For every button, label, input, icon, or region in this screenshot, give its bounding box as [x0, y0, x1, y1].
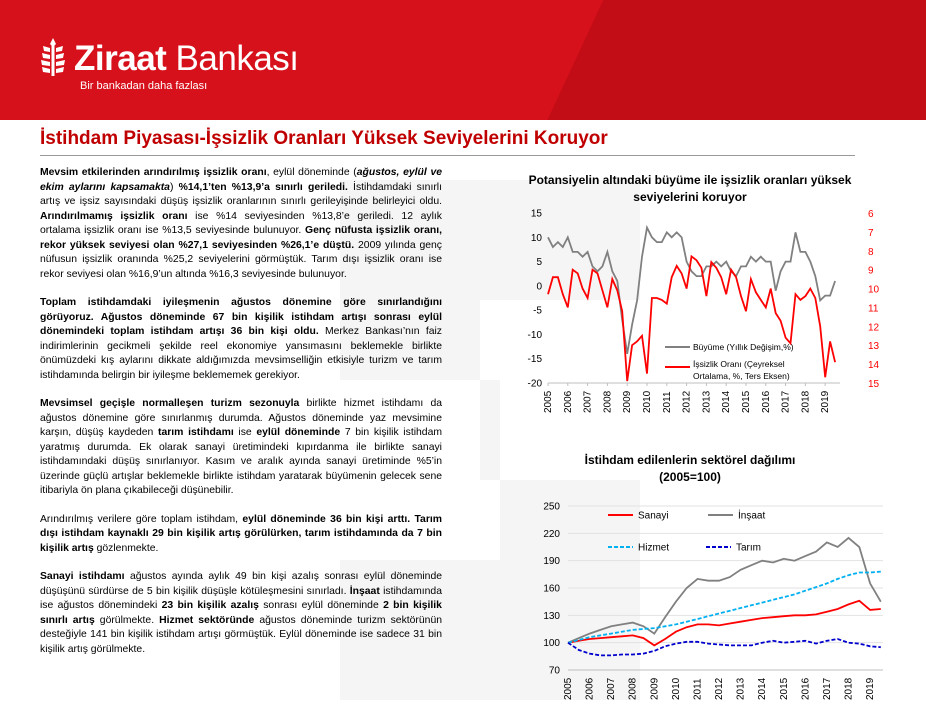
left-tick-label: -5 — [533, 305, 542, 317]
right-tick-label: 6 — [868, 209, 874, 220]
series-line-0 — [568, 601, 881, 646]
x-tick-label: 2015 — [740, 390, 752, 413]
paragraph-run: Mevsimsel geçişle normalleşen turizm sezonuyla — [40, 398, 300, 409]
x-tick-label: 2015 — [778, 677, 790, 700]
x-tick-label: 2006 — [584, 677, 596, 700]
paragraph-run: Toplam istihdamdaki iyileşmenin ağustos dönemine göre sınırlandığını görüyoruz. Ağustos döneminde 67 bin kişilik istihdam artışı sonrası eylül dönemindeki toplam istihdam artışı 36 bin kişi oldu. — [40, 297, 442, 337]
x-tick-label: 2007 — [606, 677, 618, 700]
x-tick-label: 2018 — [843, 677, 855, 700]
header-decoration — [519, 0, 926, 120]
series-line-2 — [568, 572, 881, 643]
y-tick-label: 190 — [543, 556, 560, 568]
y-tick-label: 130 — [543, 610, 560, 622]
x-tick-label: 2013 — [735, 677, 747, 700]
paragraph-run: tarım istihdamı — [158, 427, 234, 438]
x-tick-label: 2005 — [563, 677, 574, 700]
paragraph-run: , eylül döneminde ( — [266, 167, 357, 178]
paragraph-run: Arındırılmış verilere göre toplam istihdam, — [40, 513, 243, 525]
paragraph-run: gözlenmekte. — [93, 542, 159, 554]
paragraph-run: İstihdamdaki sınırlı artış ve işsiz sayısındaki düşüş işsizlik oranlarının sınırlı gerileyişinde belirleyici oldu. — [40, 181, 442, 207]
left-tick-label: 15 — [530, 208, 542, 220]
x-tick-label: 2014 — [721, 390, 733, 413]
paragraph-run: 2 bin kişilik sınırlı artış — [40, 600, 442, 626]
paragraph-run: ağustos ayında aylık 49 bin kişi azalış sonrası eylül döneminde düşüşünü sürdürse de 5 bin kişilik düşüşle kötüleşmesini sınırladı. — [40, 571, 443, 597]
paragraph-run: 7 bin kişilik istihdam yaratmış durumda. Ek olarak sanayi üretimindeki kıpırdanma ile birlikte sanayi istihdamındaki düşüş sınırlanıyor. Kasım ve aralık ayında sanayi üretiminde %5’in üzerinde güçlü artışlar beklemekle birlikte istihdam yaratarak büyümenin gelecek sene itibariyla ön plana çıkabileceği düşünebilir. — [40, 427, 443, 496]
x-tick-label: 2008 — [627, 677, 639, 700]
paragraph — [40, 570, 442, 657]
growth-unemployment-chart — [510, 205, 890, 420]
chart2-title-main: İstihdam edilenlerin sektörel dağılımı — [584, 453, 796, 467]
paragraph-run: ağustos, eylül ve ekim aylarını kapsamakta — [40, 167, 443, 193]
chart1-title: Potansiyelin altındaki büyüme ile işsizlik oranları yüksek seviyelerini koruyor — [528, 173, 852, 204]
left-tick-label: 0 — [536, 281, 542, 293]
header-banner — [0, 0, 926, 120]
title-divider — [40, 155, 855, 156]
paragraph-run: ise — [233, 427, 257, 438]
y-tick-label: 70 — [548, 665, 560, 677]
right-tick-label: 8 — [868, 246, 874, 258]
right-tick-label: 11 — [868, 303, 879, 315]
right-tick-label: 15 — [868, 379, 880, 390]
paragraph-run: ) — [169, 181, 179, 193]
legend-label-2: Hizmet — [638, 542, 670, 554]
unemployment-series-line — [548, 256, 835, 381]
paragraph-run: İnşaat — [349, 585, 380, 597]
article-body — [40, 166, 442, 671]
left-tick-label: 10 — [530, 232, 542, 244]
chart2-subtitle: (2005=100) — [659, 470, 721, 484]
wheat-icon — [40, 38, 66, 78]
paragraph-run: sonrası eylül döneminde — [258, 600, 384, 611]
page-title: İstihdam Piyasası-İşsizlik Oranları Yüksek Seviyelerini Koruyor — [40, 128, 608, 149]
left-tick-label: -15 — [527, 354, 542, 366]
legend-label-1: İnşaat — [738, 510, 766, 522]
x-tick-label: 2010 — [670, 677, 682, 700]
x-tick-label: 2007 — [582, 390, 594, 413]
x-tick-label: 2008 — [602, 390, 614, 413]
paragraph-run: istihdamında ise ağustos dönemindeki — [40, 585, 442, 611]
y-tick-label: 220 — [543, 528, 560, 540]
legend-unemployment-label-line: İşsizlik Oranı (Çeyreksel — [693, 359, 785, 369]
brand-name — [74, 38, 299, 78]
x-tick-label: 2010 — [641, 390, 653, 413]
x-tick-label: 2017 — [780, 390, 792, 413]
paragraph — [40, 397, 442, 499]
x-tick-label: 2012 — [714, 677, 726, 700]
series-line-3 — [568, 639, 881, 655]
x-tick-label: 2019 — [820, 390, 832, 413]
paragraph-run: Arındırılmamış işsizlik oranı — [40, 210, 188, 222]
x-tick-label: 2013 — [701, 390, 713, 413]
paragraph-run: görülmekte. — [94, 614, 160, 626]
paragraph-run: 23 bin kişilik azalış — [161, 600, 259, 611]
x-tick-label: 2018 — [800, 390, 812, 413]
paragraph-run: eylül döneminde 36 bin kişi arttı. Tarım dışı istihdam kaynaklı 29 bin kişilik artış görülürken, tarım istihdamında da 7 bin kişilik artış — [40, 513, 442, 554]
sector-employment-chart — [528, 498, 898, 710]
y-tick-label: 100 — [543, 638, 560, 650]
brand-name-bold: Ziraat — [74, 38, 167, 78]
brand-tagline: Bir bankadan daha fazlası — [80, 80, 208, 92]
series-line-1 — [568, 538, 881, 643]
legend-label-3: Tarım — [736, 542, 761, 554]
right-tick-label: 12 — [868, 322, 880, 334]
paragraph — [40, 296, 442, 383]
x-tick-label: 2009 — [622, 390, 634, 413]
paragraph-run: Genç nüfusta işsizlik oranı, rekor yüksek seviyesi olan %27,1 seviyesinden %26,1’e düştü. — [40, 225, 442, 251]
right-tick-label: 13 — [868, 341, 880, 353]
right-tick-label: 9 — [868, 265, 874, 277]
right-tick-label: 7 — [868, 227, 874, 239]
y-tick-label: 250 — [543, 501, 560, 513]
right-tick-label: 10 — [868, 284, 880, 296]
paragraph-run: Mevsim etkilerinden arındırılmış işsizlik oranı — [40, 167, 267, 178]
paragraph — [40, 166, 442, 282]
x-tick-label: 2014 — [757, 677, 769, 700]
legend-label-0: Sanayi — [638, 510, 669, 522]
right-tick-label: 14 — [868, 360, 880, 372]
left-tick-label: -20 — [527, 378, 542, 390]
x-tick-label: 2017 — [821, 677, 833, 700]
left-tick-label: 5 — [536, 257, 542, 269]
x-tick-label: 2011 — [661, 391, 673, 413]
paragraph-run: ise %14 seviyesinden %13,8’e geriledi. 12 aylık ortalama işsizlik oranı ise %13,5 seviyesinde bulunuyor. — [40, 210, 442, 236]
paragraph-run: %14,1’ten %13,9’a sınırlı geriledi. — [178, 181, 348, 193]
legend-unemployment-label-line: Ortalama, %, Ters Eksen) — [693, 371, 790, 381]
y-tick-label: 160 — [543, 583, 560, 595]
legend-unemployment-label — [693, 359, 790, 381]
legend-growth-label: Büyüme (Yıllık Değişim,%) — [693, 342, 794, 352]
x-tick-label: 2012 — [681, 390, 693, 413]
brand-name-light: Bankası — [175, 38, 299, 78]
x-tick-label: 2006 — [562, 390, 574, 413]
paragraph-run: eylül döneminde — [256, 427, 341, 438]
brand-logo[interactable] — [40, 38, 299, 78]
x-tick-label: 2011 — [692, 678, 704, 700]
paragraph-run: 2009 yılında genç nüfusun işsizlik oranında %25,2 seviyelerini görmüştük. Tarım dışı işsizlik oranı ise rekor seviyesi olan %16,9’un altında %16,3 seviyesinde bulunuyor. — [40, 239, 443, 280]
x-tick-label: 2005 — [543, 390, 554, 413]
paragraph-run: Merkez Bankası’nın faiz indirimlerinin gecikmeli şekilde reel ekonomiye yansımasını beklemekle birlikte önümüzdeki kış aylarını dikkate aldığımızda mevsimselliğin etkisiyle turizm ve tarım istihdamında belirgin bir iyileşme beklememek gerekiyor. — [40, 326, 442, 381]
paragraph-run: ağustos döneminde turizm sektörünün desteğiyle 141 bin kişilik istihdam artışı görmüştük. Eylül döneminde ise sadece 31 bin kişilik artış görülmekte. — [40, 614, 443, 655]
paragraph-run: Hizmet sektöründe — [159, 614, 255, 626]
x-tick-label: 2009 — [649, 677, 661, 700]
x-tick-label: 2016 — [760, 390, 772, 413]
paragraph — [40, 513, 442, 557]
x-tick-label: 2019 — [865, 677, 877, 700]
paragraph-run: Sanayi istihdamı — [40, 571, 125, 582]
chart2-title — [540, 452, 840, 486]
x-tick-label: 2016 — [800, 677, 812, 700]
paragraph-run: birlikte hizmet istihdamı da ağustos dönemine göre sınırlanmış durumda. Ağustos döneminde yaz mevsimine karşın, düşüş kaydeden — [40, 398, 442, 438]
left-tick-label: -10 — [527, 329, 542, 341]
